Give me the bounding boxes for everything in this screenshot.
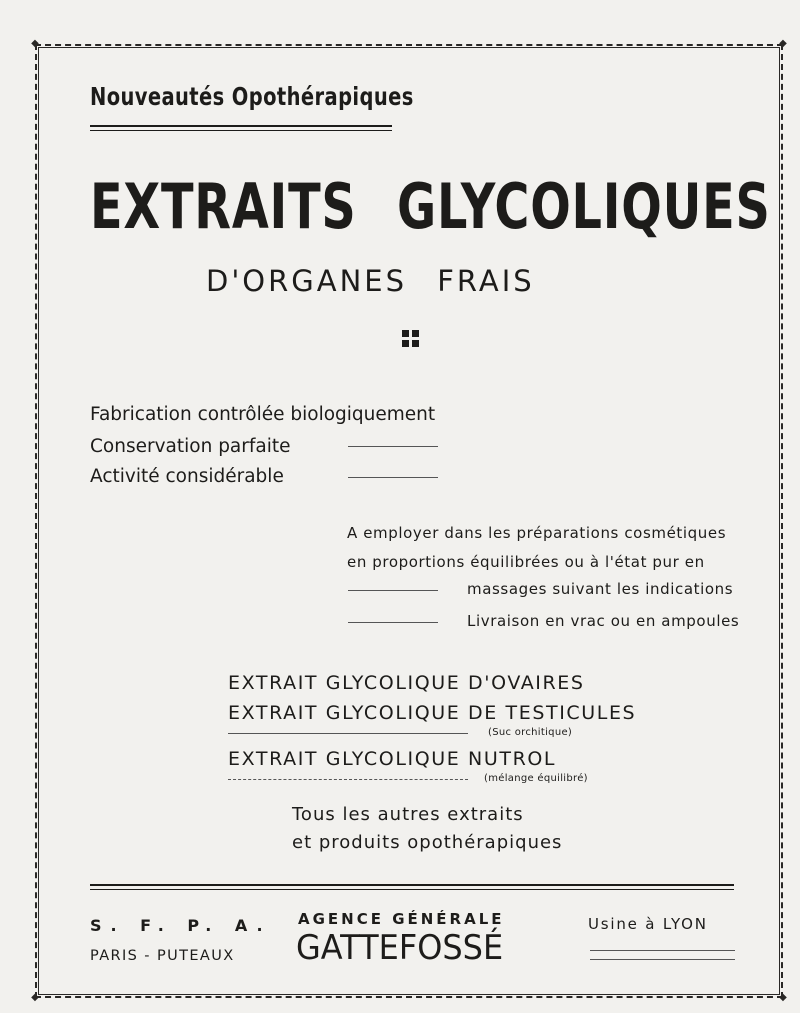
product-note: (mélange équilibré) <box>484 773 588 784</box>
divider <box>228 733 468 734</box>
divider <box>228 779 468 780</box>
usage-line: A employer dans les préparations cosmétiques <box>347 524 727 542</box>
other-products-line: et produits opothérapiques <box>292 832 563 853</box>
cross-ornament-icon <box>402 330 420 348</box>
usage-line: massages suivant les indications <box>467 580 734 598</box>
agency-label: AGENCE GÉNÉRALE <box>298 910 505 928</box>
kicker-title: Nouveautés Opothérapiques <box>90 82 414 111</box>
product-name: EXTRAIT GLYCOLIQUE NUTROL <box>228 748 557 770</box>
product-name: EXTRAIT GLYCOLIQUE DE TESTICULES <box>228 702 637 724</box>
feature-line: Fabrication contrôlée biologiquement <box>90 404 436 425</box>
company-location: PARIS - PUTEAUX <box>90 948 235 964</box>
footer-rule <box>90 884 734 890</box>
divider <box>348 590 438 591</box>
divider <box>348 446 438 447</box>
brand-name: GATTEFOSSÉ <box>296 928 504 968</box>
divider <box>348 622 438 623</box>
product-name: EXTRAIT GLYCOLIQUE D'OVAIRES <box>228 672 585 694</box>
corner-ornament-icon: ◆ <box>31 38 39 49</box>
usage-line: Livraison en vrac ou en ampoules <box>467 612 740 630</box>
divider <box>590 950 735 951</box>
kicker-underline <box>90 125 392 131</box>
factory-location: Usine à LYON <box>588 915 708 933</box>
corner-ornament-icon: ◆ <box>31 992 39 1003</box>
divider <box>590 959 735 960</box>
feature-line: Activité considérable <box>90 466 284 487</box>
sub-headline: D'ORGANES FRAIS <box>206 264 535 298</box>
feature-line: Conservation parfaite <box>90 436 291 457</box>
corner-ornament-icon: ◆ <box>779 992 787 1003</box>
divider <box>348 477 438 478</box>
product-note: (Suc orchitique) <box>488 727 573 738</box>
headline: EXTRAITS GLYCOLIQUES <box>90 170 771 243</box>
company-initials: S. F. P. A. <box>90 916 272 935</box>
other-products-line: Tous les autres extraits <box>292 804 524 825</box>
usage-line: en proportions équilibrées ou à l'état pur en <box>347 553 705 571</box>
corner-ornament-icon: ◆ <box>779 38 787 49</box>
